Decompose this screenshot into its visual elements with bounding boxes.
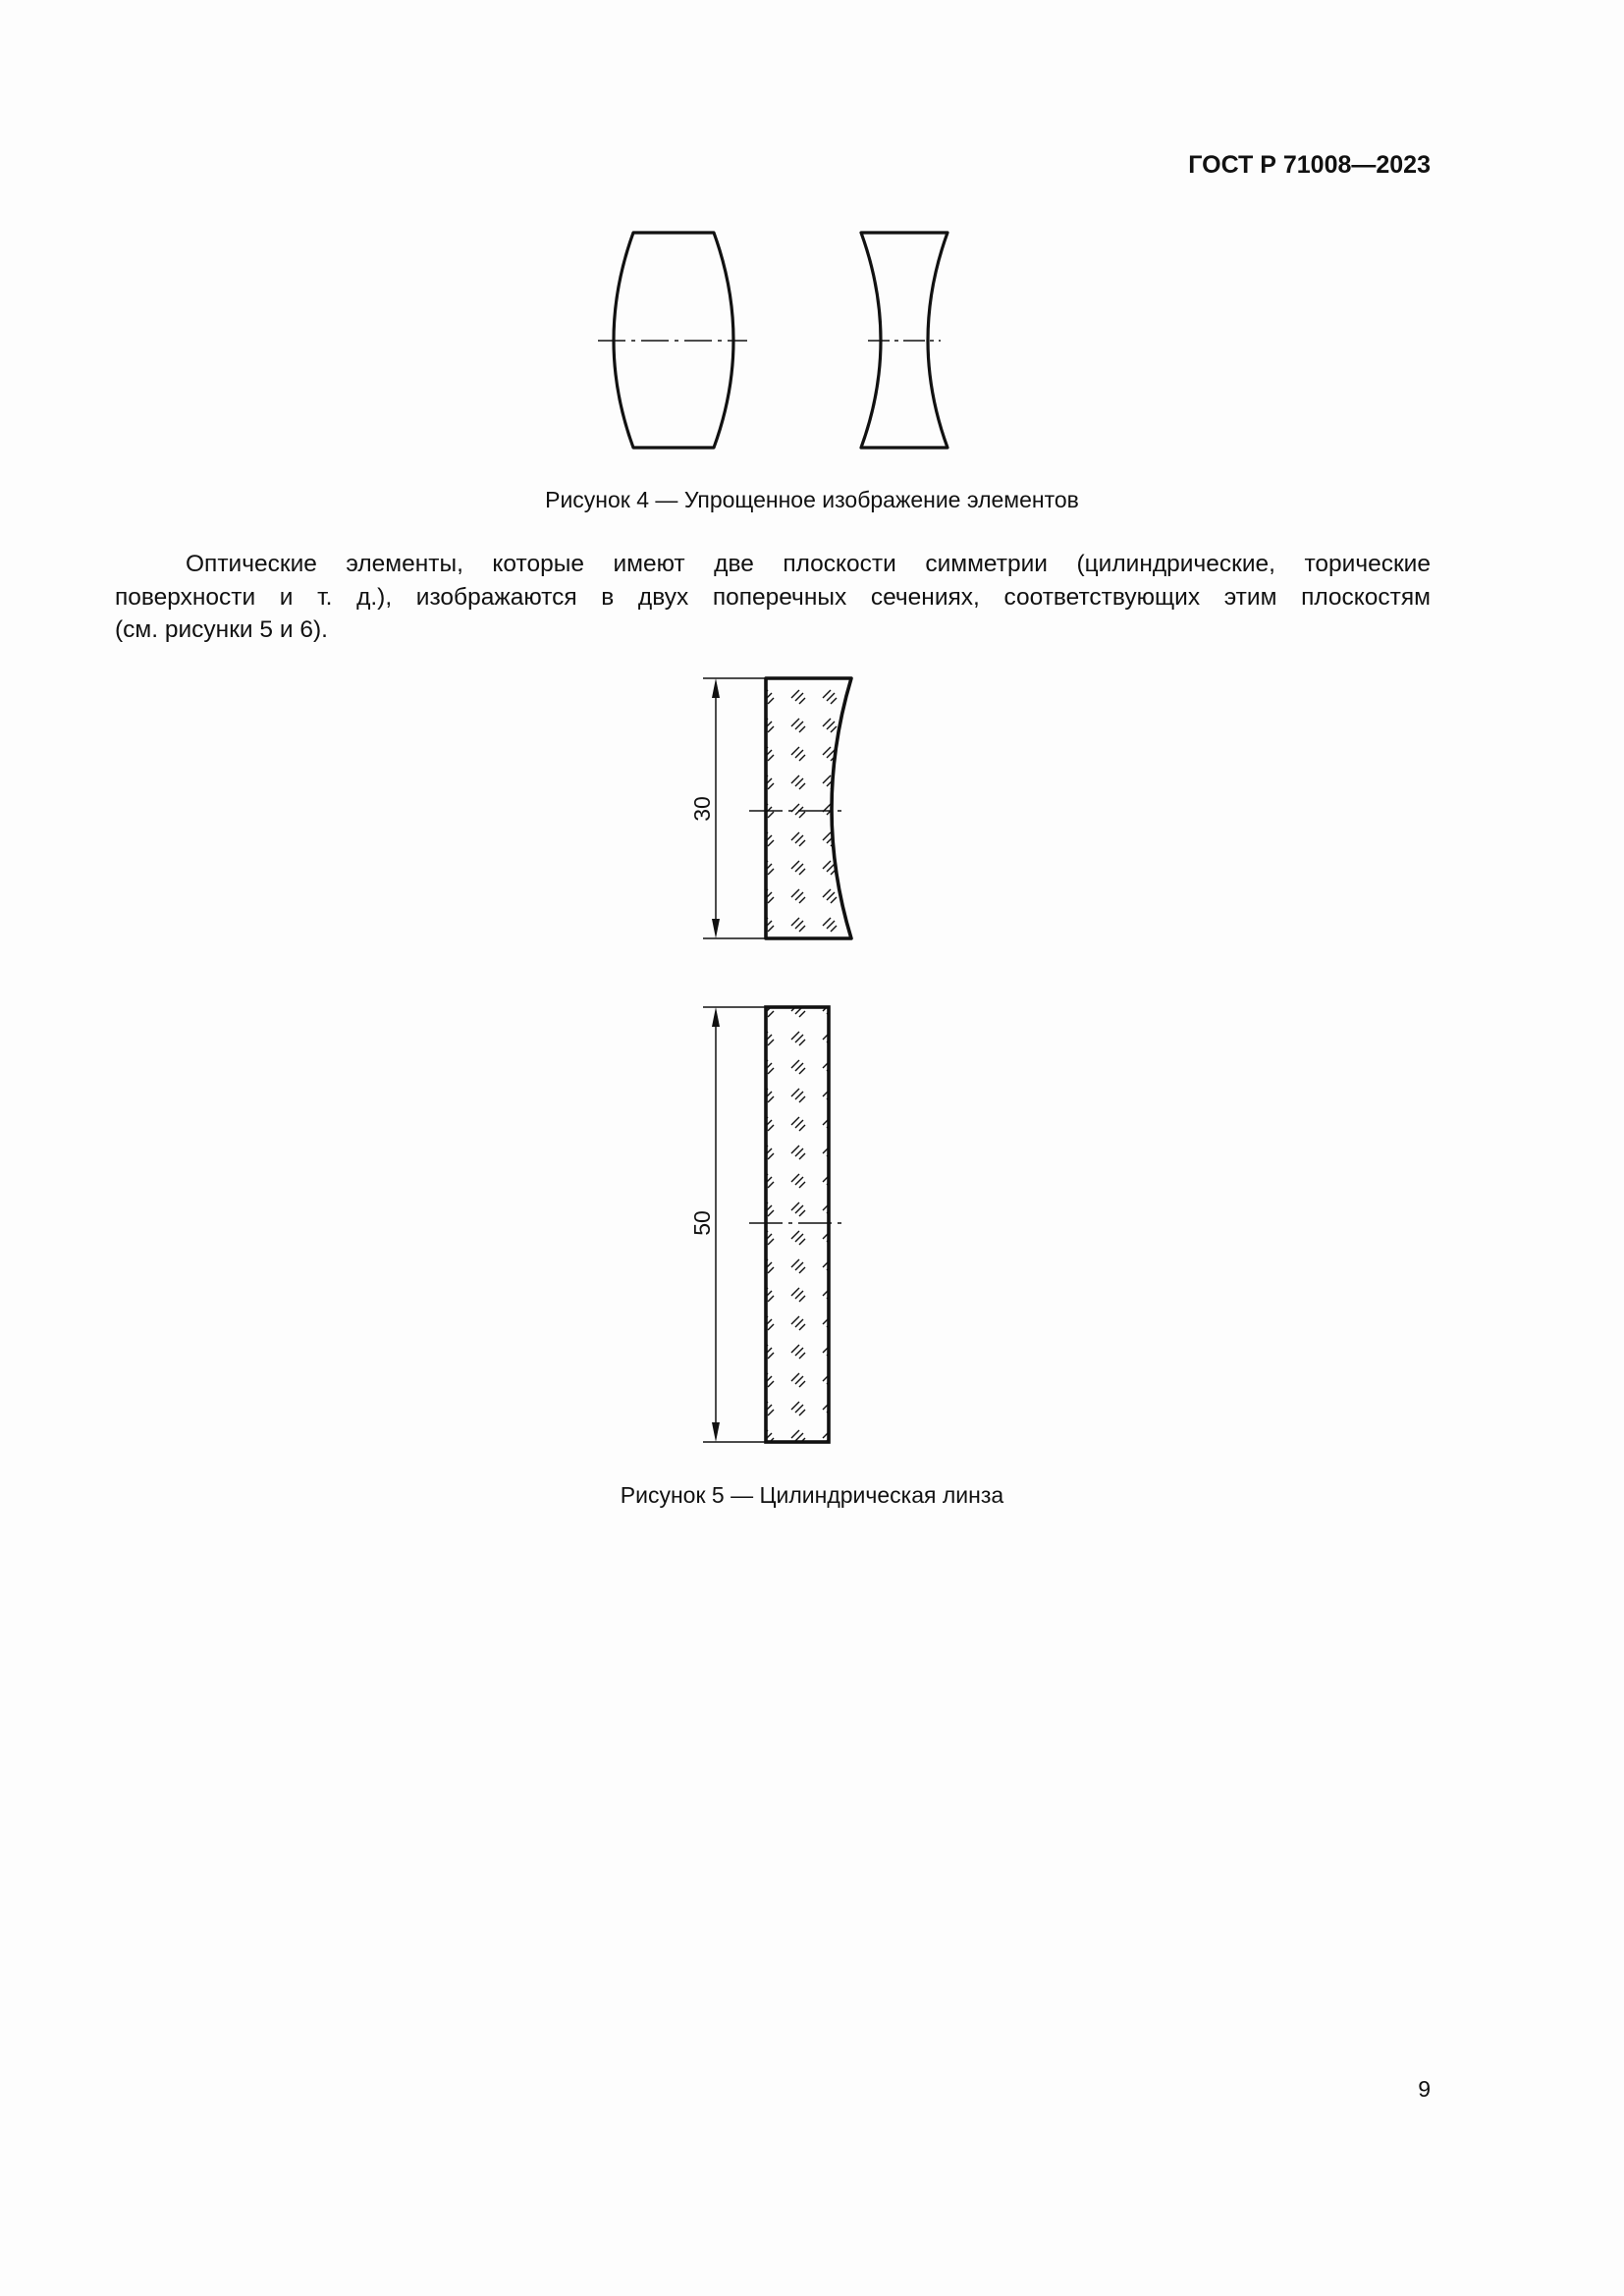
body-paragraph xyxy=(115,548,1431,647)
paragraph-line-1: Оптические элементы, которые имеют две плоскости симметрии (цилиндрические, торические xyxy=(186,551,1431,577)
figure5-caption: Рисунок 5 — Цилиндрическая линза xyxy=(620,1482,1004,1508)
paragraph-line-2: поверхности и т. д.), изображаются в двух поперечных сечениях, соответствующих этим плоскостям xyxy=(115,583,1431,611)
dim50-arrow-bottom xyxy=(712,1422,720,1442)
page-number: 9 xyxy=(1418,2076,1431,2102)
dim30-arrow-top xyxy=(712,678,720,698)
figure4-drawing xyxy=(598,233,947,448)
cylinder-lens-flat-section xyxy=(766,1007,829,1442)
paragraph-line-3: (см. рисунки 5 и 6). xyxy=(115,616,328,643)
dim50-label: 50 xyxy=(689,1210,715,1236)
figure5-bottom-section xyxy=(689,1007,846,1442)
cylinder-lens-concave-section xyxy=(766,678,851,938)
document-header: ГОСТ Р 71008—2023 xyxy=(1188,151,1431,179)
figure5-top-section xyxy=(689,678,851,938)
dim30-label: 30 xyxy=(689,796,715,822)
figure4-caption: Рисунок 4 — Упрощенное изображение элементов xyxy=(545,487,1079,512)
dim30-arrow-bottom xyxy=(712,919,720,938)
dim50-arrow-top xyxy=(712,1007,720,1027)
